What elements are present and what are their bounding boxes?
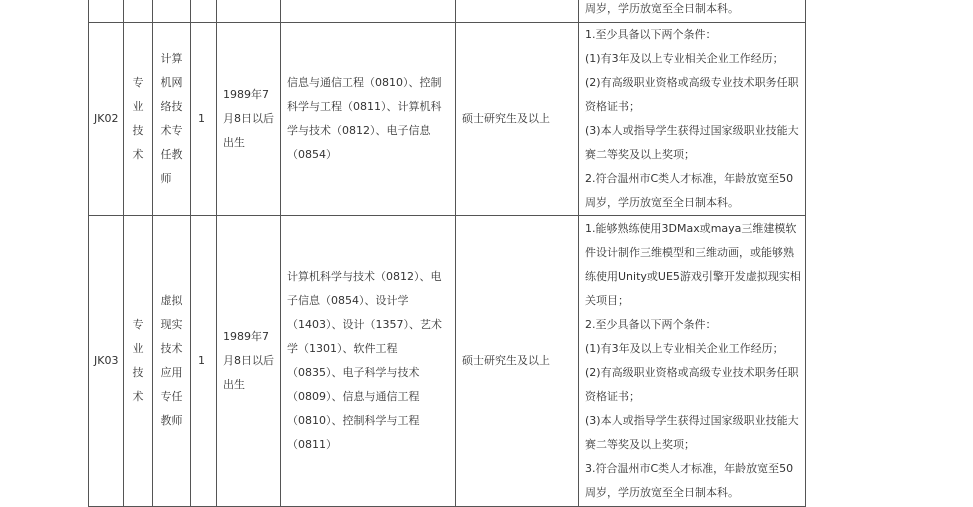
headcount: 1 <box>198 112 205 125</box>
position-name-cell <box>153 216 191 507</box>
conditions-cell <box>579 0 806 23</box>
age-requirement-cell <box>217 0 281 23</box>
condition-line: 赛二等奖及以上奖项； <box>585 438 695 451</box>
majors-cell <box>281 23 456 216</box>
condition-line: 3.符合温州市C类人才标准，年龄放宽至50 <box>585 462 794 475</box>
degree-cell <box>456 0 579 23</box>
degree-requirement: 硕士研究生及以上 <box>462 112 550 125</box>
table-row <box>89 23 806 216</box>
condition-line: 2.符合温州市C类人才标准，年龄放宽至50 <box>585 172 794 185</box>
condition-line: 1.能够熟练使用3DMax或maya三维建模软 <box>585 222 797 235</box>
condition-line: (1)有3年及以上专业相关企业工作经历； <box>585 52 784 65</box>
age-requirement-cell <box>217 23 281 216</box>
position-name-line: 术专 <box>160 124 183 137</box>
table-row <box>89 0 806 23</box>
position-name-line: 计算 <box>160 52 183 65</box>
condition-line: 关项目； <box>585 294 629 307</box>
condition-line: 件设计制作三维模型和三维动画，或能够熟 <box>585 246 794 259</box>
degree-requirement: 硕士研究生及以上 <box>462 354 550 367</box>
condition-line: 2.至少具备以下两个条件： <box>585 318 717 331</box>
condition-line: (1)有3年及以上专业相关企业工作经历； <box>585 342 784 355</box>
position-name <box>161 289 183 433</box>
position-name-line: 应用 <box>160 366 183 379</box>
position-name-cell <box>153 0 191 23</box>
majors-cell <box>281 216 456 507</box>
age-requirement: 1989年7月8日以后出生 <box>223 330 274 391</box>
category-char: 技 <box>132 366 144 379</box>
position-code: JK02 <box>94 112 119 125</box>
category-char: 业 <box>132 100 144 113</box>
condition-line: (2)有高级职业资格或高级专业技术职务任职 <box>585 76 799 89</box>
headcount: 1 <box>198 354 205 367</box>
category-char: 术 <box>132 148 144 161</box>
condition-line: 资格证书； <box>585 390 640 403</box>
position-name-line: 机网 <box>160 76 183 89</box>
position-name-line: 现实 <box>160 318 183 331</box>
position-code: JK03 <box>94 354 119 367</box>
category-text <box>133 71 144 167</box>
age-requirement: 1989年7月8日以后出生 <box>223 88 274 149</box>
table-body <box>89 0 806 507</box>
category-char: 业 <box>132 342 144 355</box>
category-char: 术 <box>132 390 144 403</box>
position-name-line: 技术 <box>160 342 183 355</box>
position-name-line: 专任 <box>160 390 183 403</box>
condition-line: 赛二等奖及以上奖项； <box>585 148 695 161</box>
category-char: 技 <box>132 124 144 137</box>
position-code-cell <box>89 216 124 507</box>
recruitment-table <box>88 0 806 507</box>
position-name-line: 师 <box>160 172 172 185</box>
conditions-cell <box>579 23 806 216</box>
degree-cell <box>456 216 579 507</box>
majors-cell <box>281 0 456 23</box>
category-cell <box>124 216 153 507</box>
position-name-cell <box>153 23 191 216</box>
condition-line: 1.至少具备以下两个条件： <box>585 28 717 41</box>
category-char: 专 <box>132 318 144 331</box>
position-name <box>161 47 183 191</box>
category-text <box>133 313 144 409</box>
condition-line: (2)有高级职业资格或高级专业技术职务任职 <box>585 366 799 379</box>
condition-line: (3)本人或指导学生获得过国家级职业技能大 <box>585 124 799 137</box>
headcount-cell <box>191 0 217 23</box>
position-name-line: 教师 <box>160 414 183 427</box>
condition-line: 资格证书； <box>585 100 640 113</box>
majors: 信息与通信工程（0810）、控制科学与工程（0811）、计算机科学与技术（0812）、电子信息（0854） <box>287 76 442 161</box>
category-cell <box>124 0 153 23</box>
conditions-cell <box>579 216 806 507</box>
position-name-line: 络技 <box>160 100 183 113</box>
condition-line: 周岁，学历放宽至全日制本科。 <box>585 2 739 15</box>
condition-line: (3)本人或指导学生获得过国家级职业技能大 <box>585 414 799 427</box>
table-row <box>89 216 806 507</box>
position-name-line: 虚拟 <box>160 294 183 307</box>
category-char: 专 <box>132 76 144 89</box>
headcount-cell <box>191 23 217 216</box>
degree-cell <box>456 23 579 216</box>
condition-line: 周岁，学历放宽至全日制本科。 <box>585 196 739 209</box>
position-code-cell <box>89 23 124 216</box>
majors: 计算机科学与技术（0812）、电子信息（0854）、设计学（1403）、设计（1357）、艺术学（1301）、软件工程（0835）、电子科学与技术（0809）、信息与通信工程（0810）、控制科学与工程（0811） <box>287 270 442 451</box>
condition-line: 练使用Unity或UE5游戏引擎开发虚拟现实相 <box>585 270 801 283</box>
category-cell <box>124 23 153 216</box>
position-code-cell <box>89 0 124 23</box>
age-requirement-cell <box>217 216 281 507</box>
headcount-cell <box>191 216 217 507</box>
position-name-line: 任教 <box>160 148 183 161</box>
condition-line: 周岁，学历放宽至全日制本科。 <box>585 486 739 499</box>
